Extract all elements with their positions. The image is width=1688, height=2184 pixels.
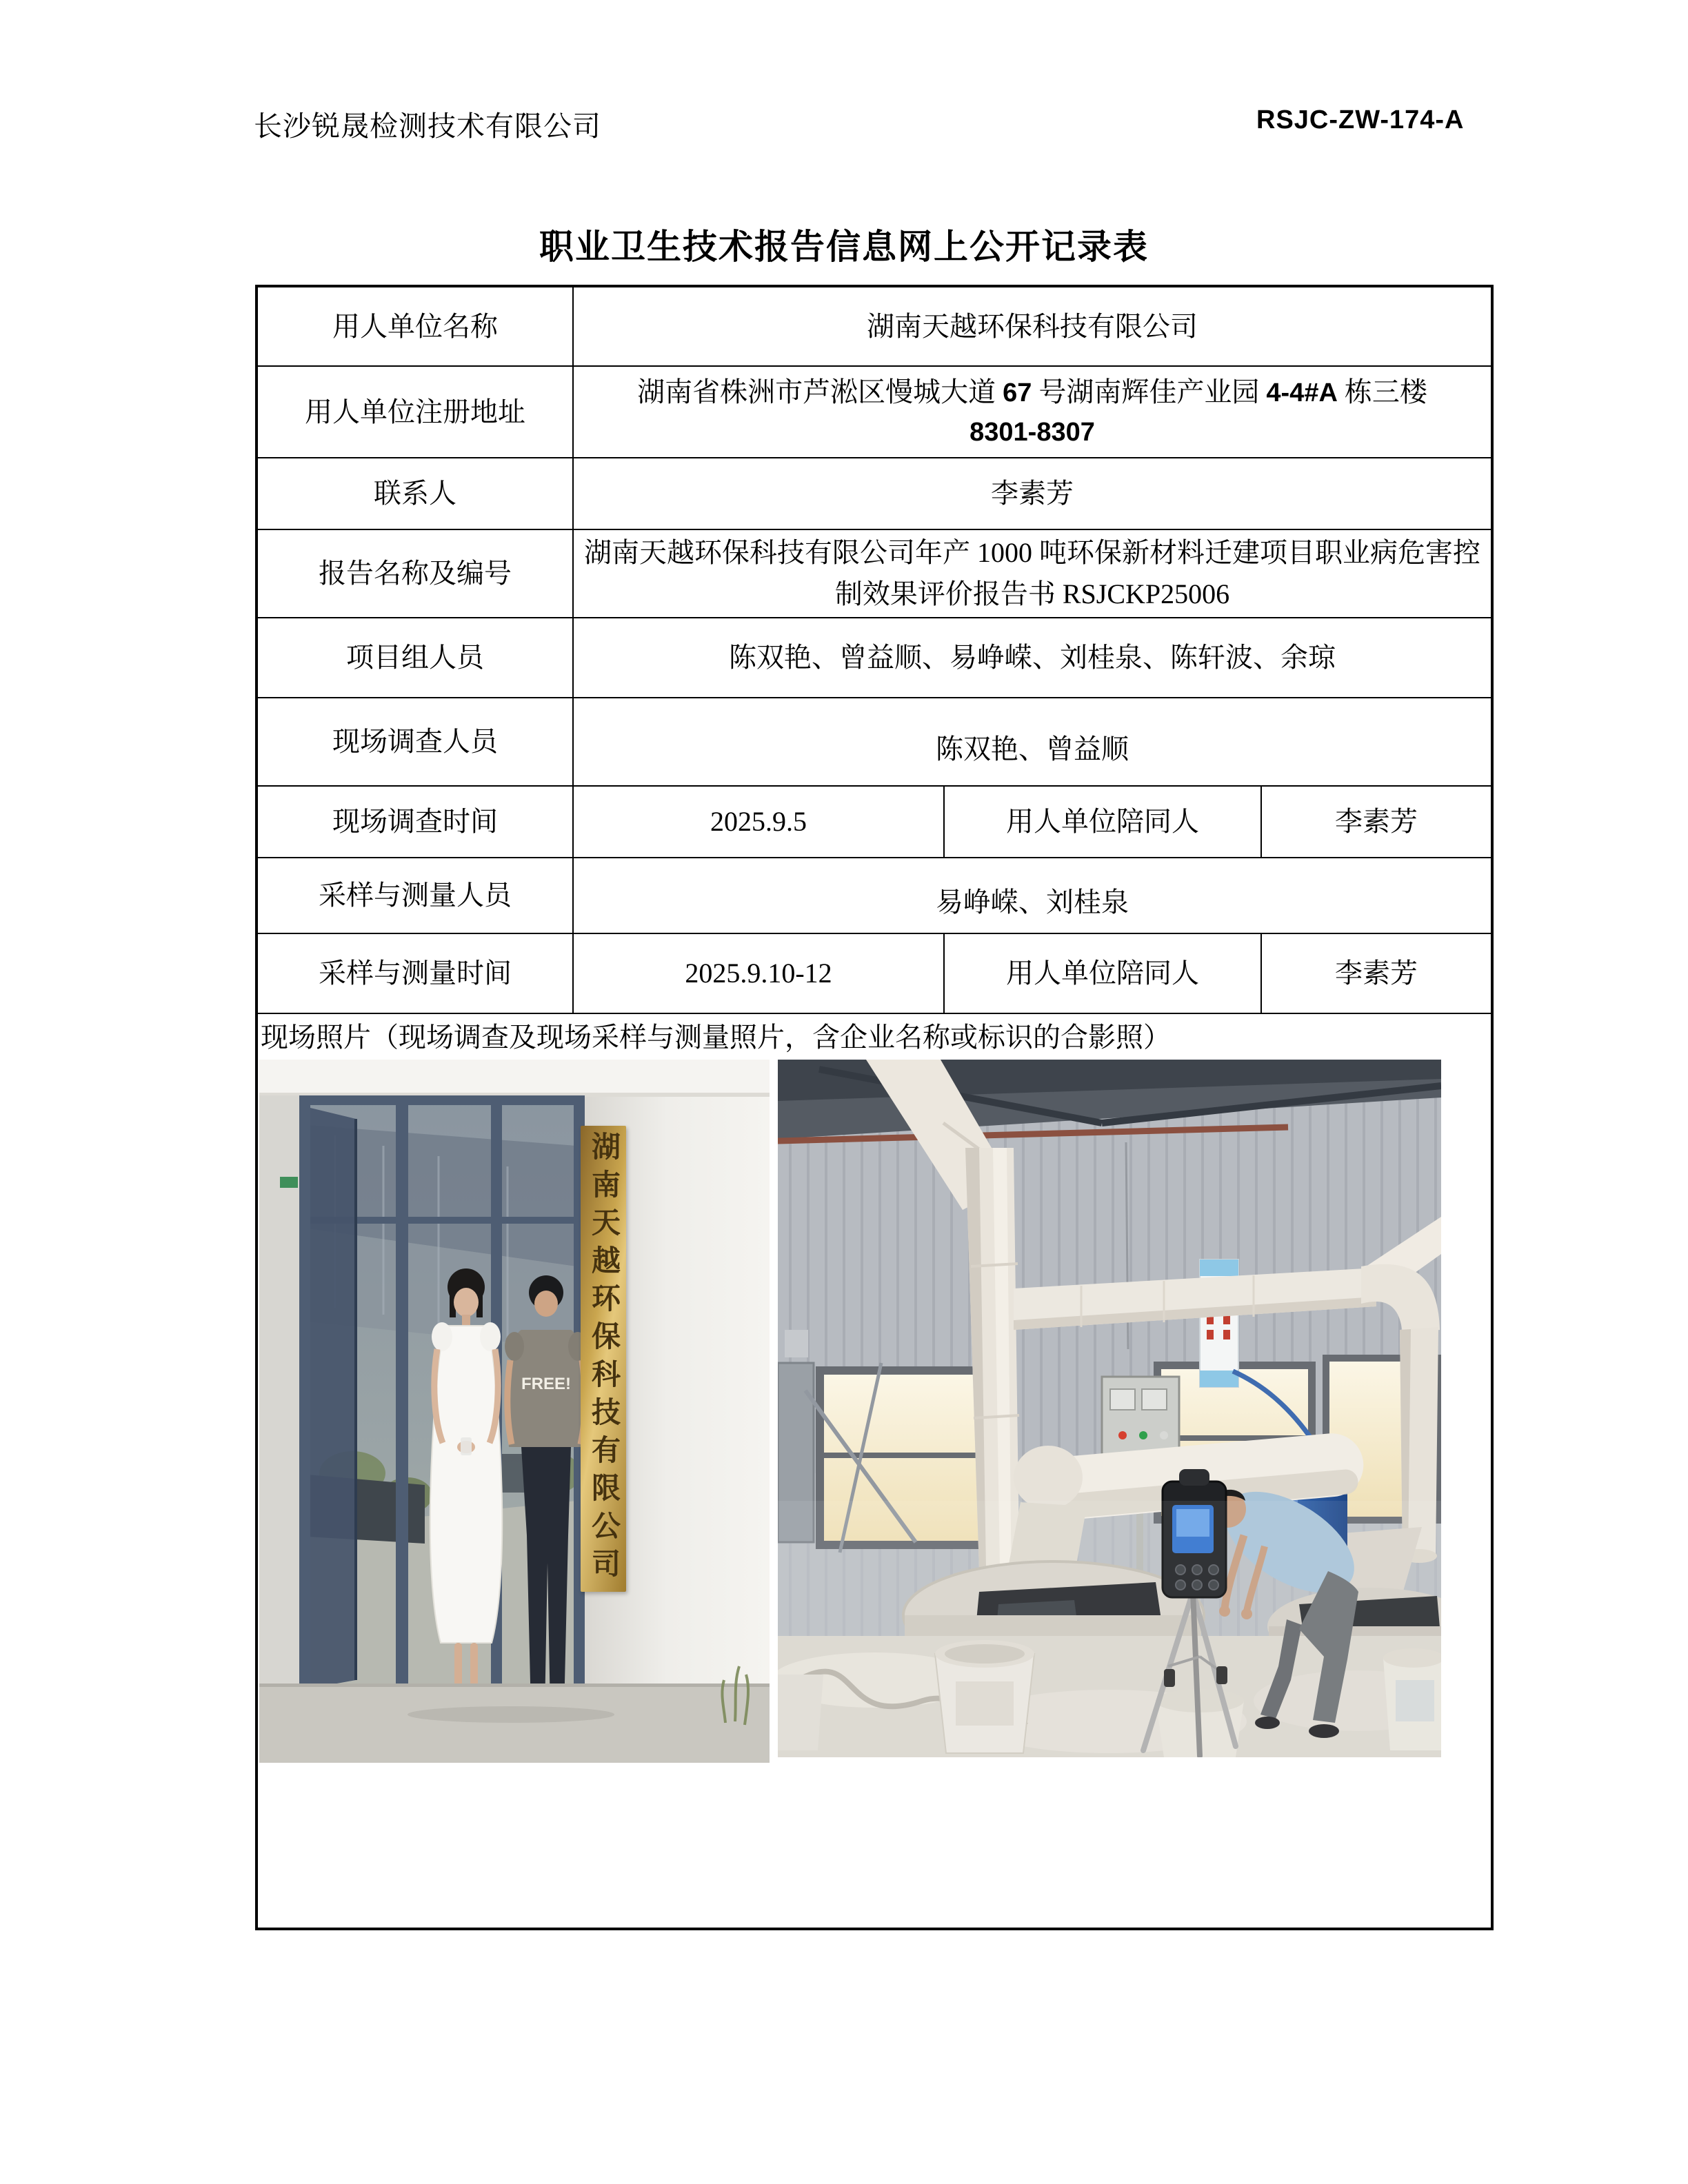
- entrance-photo-illustration: [259, 1060, 770, 1763]
- row-label: 采样与测量人员: [258, 858, 574, 933]
- table-row-survey-date: [258, 785, 1491, 857]
- company-gold-sign: 湖南天越环保科技有限公司: [581, 1126, 626, 1592]
- table-row-employer-name: [258, 287, 1491, 365]
- site-photo-workshop: [778, 1060, 1441, 1757]
- table-row-site-photos: [258, 1013, 1491, 1928]
- shirt-text: FREE!: [521, 1375, 571, 1393]
- address-line1: 湖南省株洲市芦淞区慢城大道 67 号湖南辉佳产业园 4-4#A 栋三楼: [637, 376, 1427, 407]
- row-value: 陈双艳、曾益顺: [936, 734, 1129, 765]
- report-line1: 湖南天越环保科技有限公司年产 1000 吨环保新材料迁建项目职业病危害控: [584, 537, 1480, 568]
- table-row-sampling-staff: [258, 857, 1491, 933]
- companion-label: 用人单位陪同人: [945, 787, 1262, 857]
- record-table: [255, 285, 1494, 1930]
- row-value: 易峥嵘、刘桂泉: [936, 887, 1129, 918]
- report-line2: 制效果评价报告书 RSJCKP25006: [834, 578, 1230, 609]
- site-photo-entrance: [259, 1060, 770, 1763]
- row-label: 用人单位名称: [258, 287, 574, 365]
- table-row-contact: [258, 457, 1491, 529]
- table-row-report-name: [258, 529, 1491, 617]
- row-value: 陈双艳、曾益顺、易峥嵘、刘桂泉、陈轩波、余琼: [729, 642, 1336, 673]
- table-row-survey-staff: [258, 697, 1491, 785]
- row-value: 湖南天越环保科技有限公司: [867, 310, 1198, 342]
- row-label: 采样与测量时间: [258, 934, 574, 1013]
- row-value: [574, 530, 1491, 617]
- page-title: 职业卫生技术报告信息网上公开记录表: [539, 228, 1149, 266]
- companion-name: 李素芳: [1335, 806, 1418, 837]
- header-doc-code: RSJC-ZW-174-A: [1256, 105, 1465, 134]
- companion-label: 用人单位陪同人: [945, 934, 1262, 1013]
- row-label: 现场调查时间: [258, 787, 574, 857]
- address-line2: 8301-8307: [969, 418, 1095, 447]
- row-value: 李素芳: [991, 478, 1074, 509]
- table-row-employer-address: [258, 365, 1491, 457]
- row-label: 用人单位注册地址: [258, 367, 574, 457]
- row-label: 项目组人员: [258, 618, 574, 697]
- row-value: [574, 367, 1491, 457]
- row-label: 报告名称及编号: [258, 530, 574, 617]
- header-company-name: 长沙锐晟检测技术有限公司: [254, 110, 601, 142]
- companion-name: 李素芳: [1335, 958, 1418, 989]
- row-label: 现场调查人员: [258, 698, 574, 785]
- sampling-date: 2025.9.10-12: [574, 934, 945, 1013]
- workshop-photo-illustration: [778, 1060, 1441, 1757]
- photo-caption: 现场照片（现场调查及现场采样与测量照片，含企业名称或标识的合影照）: [261, 1022, 1171, 1053]
- row-label: 联系人: [258, 458, 574, 529]
- table-row-project-team: [258, 617, 1491, 697]
- survey-date: 2025.9.5: [574, 787, 945, 857]
- table-row-sampling-date: [258, 933, 1491, 1013]
